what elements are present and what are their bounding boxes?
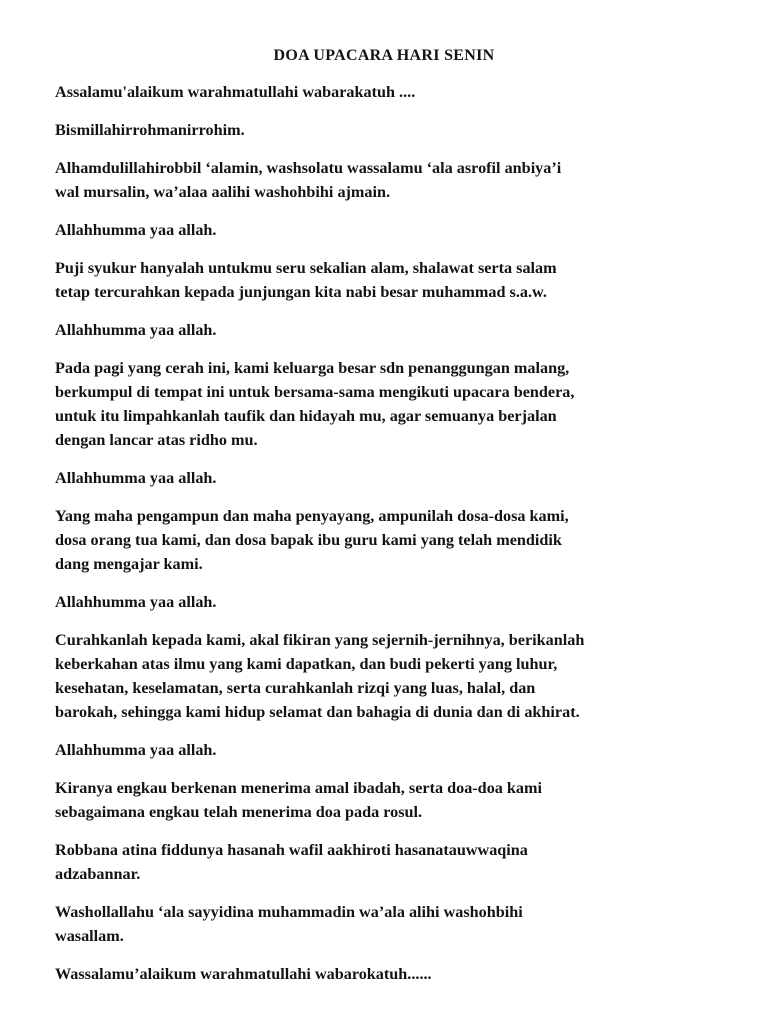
paragraph	[55, 590, 735, 614]
paragraph	[55, 466, 735, 490]
paragraph-line: Yang maha pengampun dan maha penyayang, ampunilah dosa-dosa kami,	[55, 507, 569, 525]
paragraph-line: untuk itu limpahkanlah taufik dan hidayah mu, agar semuanya berjalan	[55, 407, 557, 425]
paragraph	[55, 900, 735, 948]
paragraph-line: adzabannar.	[55, 865, 141, 883]
paragraph-line: tetap tercurahkan kepada junjungan kita nabi besar muhammad s.a.w.	[55, 283, 547, 301]
paragraph	[55, 838, 735, 886]
paragraph-line: Puji syukur hanyalah untukmu seru sekalian alam, shalawat serta salam	[55, 259, 557, 277]
paragraph-line: kesehatan, keselamatan, serta curahkanlah rizqi yang luas, halal, dan	[55, 679, 536, 697]
paragraph-line: keberkahan atas ilmu yang kami dapatkan, dan budi pekerti yang luhur,	[55, 655, 558, 673]
paragraph	[55, 80, 735, 104]
paragraph-line: berkumpul di tempat ini untuk bersama-sama mengikuti upacara bendera,	[55, 383, 575, 401]
paragraph-line: dang mengajar kami.	[55, 555, 203, 573]
paragraph-line: sebagaimana engkau telah menerima doa pada rosul.	[55, 803, 423, 821]
paragraph-line: Allahhumma yaa allah.	[55, 469, 217, 487]
paragraph-line: Wassalamu’alaikum warahmatullahi wabarokatuh......	[55, 965, 432, 983]
paragraph	[55, 628, 735, 724]
paragraph-line: Curahkanlah kepada kami, akal fikiran yang sejernih-jernihnya, berikanlah	[55, 631, 585, 649]
paragraph-line: Allahhumma yaa allah.	[55, 221, 217, 239]
paragraph	[55, 156, 735, 204]
paragraph	[55, 356, 735, 452]
paragraph-line: Allahhumma yaa allah.	[55, 741, 217, 759]
paragraph-line: Robbana atina fiddunya hasanah wafil aakhiroti hasanatauwwaqina	[55, 841, 528, 859]
paragraph	[55, 118, 735, 142]
paragraph	[55, 318, 735, 342]
paragraph	[55, 962, 735, 986]
paragraph-line: Assalamu'alaikum warahmatullahi wabarakatuh ....	[55, 83, 416, 101]
paragraph	[55, 504, 735, 576]
paragraph-line: Kiranya engkau berkenan menerima amal ibadah, serta doa-doa kami	[55, 779, 543, 797]
paragraph-line: Allahhumma yaa allah.	[55, 593, 217, 611]
paragraph-line: wasallam.	[55, 927, 124, 945]
paragraph-line: Pada pagi yang cerah ini, kami keluarga besar sdn penanggungan malang,	[55, 359, 570, 377]
paragraph-line: dosa orang tua kami, dan dosa bapak ibu guru kami yang telah mendidik	[55, 531, 562, 549]
paragraph	[55, 776, 735, 824]
paragraph-line: barokah, sehingga kami hidup selamat dan bahagia di dunia dan di akhirat.	[55, 703, 580, 721]
paragraph-line: Bismillahirrohmanirrohim.	[55, 121, 245, 139]
paragraph-line: Washollallahu ‘ala sayyidina muhammadin wa’ala alihi washohbihi	[55, 903, 523, 921]
document-body	[55, 80, 735, 1000]
paragraph	[55, 218, 735, 242]
paragraph-line: dengan lancar atas ridho mu.	[55, 431, 258, 449]
document-title: DOA UPACARA HARI SENIN	[273, 47, 495, 64]
paragraph-line: wal mursalin, wa’alaa aalihi washohbihi ajmain.	[55, 183, 391, 201]
paragraph-line: Alhamdulillahirobbil ‘alamin, washsolatu wassalamu ‘ala asrofil anbiya’i	[55, 159, 562, 177]
paragraph-line: Allahhumma yaa allah.	[55, 321, 217, 339]
paragraph	[55, 256, 735, 304]
paragraph	[55, 738, 735, 762]
